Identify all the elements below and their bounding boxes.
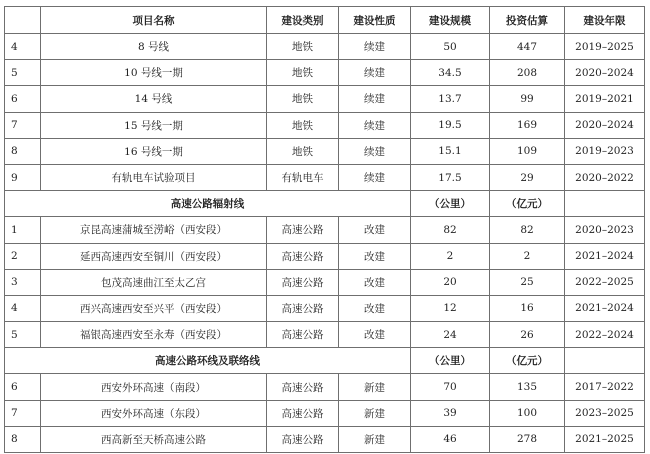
construction-category: 地铁 <box>267 112 339 138</box>
investment-estimate: 109 <box>490 138 565 164</box>
table-row <box>5 86 645 112</box>
construction-years: 2017–2022 <box>565 374 645 400</box>
investment-estimate: 29 <box>490 164 565 190</box>
row-number: 7 <box>5 112 41 138</box>
project-name: 京昆高速蒲城至涝峪（西安段） <box>41 217 267 243</box>
construction-years: 2019–2025 <box>565 34 645 60</box>
construction-scale: 12 <box>411 295 490 321</box>
investment-estimate: 99 <box>490 86 565 112</box>
row-number: 6 <box>5 86 41 112</box>
construction-category: 高速公路 <box>267 269 339 295</box>
table-row <box>5 112 645 138</box>
project-name: 有轨电车试验项目 <box>41 164 267 190</box>
construction-years: 2021–2024 <box>565 243 645 269</box>
ring-section-row <box>5 348 645 374</box>
ring-empty-cell <box>565 348 645 374</box>
construction-years: 2023–2025 <box>565 400 645 426</box>
row-number: 5 <box>5 60 41 86</box>
investment-estimate: 82 <box>490 217 565 243</box>
investment-estimate: 278 <box>490 426 565 452</box>
table-row <box>5 138 645 164</box>
construction-years: 2020–2024 <box>565 60 645 86</box>
construction-nature: 续建 <box>339 34 411 60</box>
investment-estimate: 25 <box>490 269 565 295</box>
construction-years: 2019–2021 <box>565 86 645 112</box>
header-years: 建设年限 <box>565 7 645 34</box>
project-table <box>4 6 645 453</box>
project-name: 15 号线一期 <box>41 112 267 138</box>
table-header-row <box>5 7 645 34</box>
construction-scale: 13.7 <box>411 86 490 112</box>
row-number: 7 <box>5 400 41 426</box>
construction-nature: 改建 <box>339 217 411 243</box>
project-name: 14 号线 <box>41 86 267 112</box>
construction-nature: 新建 <box>339 400 411 426</box>
ring-investment-unit: （亿元） <box>490 348 565 374</box>
project-name: 西兴高速西安至兴平（西安段） <box>41 295 267 321</box>
investment-estimate: 135 <box>490 374 565 400</box>
construction-category: 高速公路 <box>267 217 339 243</box>
project-name: 10 号线一期 <box>41 60 267 86</box>
table-row <box>5 34 645 60</box>
construction-nature: 新建 <box>339 426 411 452</box>
construction-scale: 34.5 <box>411 60 490 86</box>
project-name: 西安外环高速（南段） <box>41 374 267 400</box>
construction-scale: 50 <box>411 34 490 60</box>
project-name: 包茂高速曲江至太乙宫 <box>41 269 267 295</box>
table-row <box>5 374 645 400</box>
header-name: 项目名称 <box>41 7 267 34</box>
construction-nature: 改建 <box>339 295 411 321</box>
construction-scale: 15.1 <box>411 138 490 164</box>
construction-category: 高速公路 <box>267 426 339 452</box>
construction-years: 2020–2024 <box>565 112 645 138</box>
construction-years: 2019–2023 <box>565 138 645 164</box>
construction-scale: 82 <box>411 217 490 243</box>
project-name: 福银高速西安至永寿（西安段） <box>41 322 267 348</box>
construction-category: 高速公路 <box>267 243 339 269</box>
investment-estimate: 2 <box>490 243 565 269</box>
row-number: 6 <box>5 374 41 400</box>
construction-category: 高速公路 <box>267 295 339 321</box>
construction-nature: 续建 <box>339 60 411 86</box>
construction-years: 2022–2025 <box>565 269 645 295</box>
header-scale: 建设规模 <box>411 7 490 34</box>
construction-scale: 20 <box>411 269 490 295</box>
ring-scale-unit: （公里） <box>411 348 490 374</box>
construction-years: 2020–2022 <box>565 164 645 190</box>
radial-scale-unit: （公里） <box>411 191 490 217</box>
construction-years: 2021–2024 <box>565 295 645 321</box>
construction-scale: 70 <box>411 374 490 400</box>
table-row <box>5 243 645 269</box>
construction-category: 地铁 <box>267 86 339 112</box>
construction-category: 高速公路 <box>267 374 339 400</box>
radial-investment-unit: （亿元） <box>490 191 565 217</box>
construction-category: 高速公路 <box>267 322 339 348</box>
header-category: 建设类别 <box>267 7 339 34</box>
table-row <box>5 269 645 295</box>
investment-estimate: 16 <box>490 295 565 321</box>
table-row <box>5 217 645 243</box>
table-row <box>5 426 645 452</box>
investment-estimate: 169 <box>490 112 565 138</box>
row-number: 5 <box>5 322 41 348</box>
row-number: 8 <box>5 426 41 452</box>
construction-scale: 17.5 <box>411 164 490 190</box>
construction-nature: 续建 <box>339 112 411 138</box>
project-name: 16 号线一期 <box>41 138 267 164</box>
table-row <box>5 164 645 190</box>
construction-nature: 续建 <box>339 164 411 190</box>
project-name: 8 号线 <box>41 34 267 60</box>
construction-nature: 续建 <box>339 138 411 164</box>
radial-empty-cell <box>565 191 645 217</box>
table-row <box>5 400 645 426</box>
row-number: 2 <box>5 243 41 269</box>
table-row <box>5 60 645 86</box>
construction-years: 2021–2025 <box>565 426 645 452</box>
row-number: 1 <box>5 217 41 243</box>
construction-scale: 39 <box>411 400 490 426</box>
row-number: 4 <box>5 34 41 60</box>
row-number: 8 <box>5 138 41 164</box>
construction-nature: 续建 <box>339 86 411 112</box>
header-investment: 投资估算 <box>490 7 565 34</box>
project-table-body <box>5 7 645 453</box>
row-number: 4 <box>5 295 41 321</box>
construction-category: 地铁 <box>267 138 339 164</box>
construction-category: 高速公路 <box>267 400 339 426</box>
construction-category: 有轨电车 <box>267 164 339 190</box>
table-row <box>5 322 645 348</box>
project-name: 西安外环高速（东段） <box>41 400 267 426</box>
investment-estimate: 26 <box>490 322 565 348</box>
investment-estimate: 100 <box>490 400 565 426</box>
investment-estimate: 447 <box>490 34 565 60</box>
construction-nature: 改建 <box>339 269 411 295</box>
radial-section-row <box>5 191 645 217</box>
row-number: 9 <box>5 164 41 190</box>
construction-scale: 24 <box>411 322 490 348</box>
construction-years: 2022–2024 <box>565 322 645 348</box>
investment-estimate: 208 <box>490 60 565 86</box>
project-name: 延西高速西安至铜川（西安段） <box>41 243 267 269</box>
construction-scale: 2 <box>411 243 490 269</box>
row-number: 3 <box>5 269 41 295</box>
construction-scale: 19.5 <box>411 112 490 138</box>
construction-scale: 46 <box>411 426 490 452</box>
table-row <box>5 295 645 321</box>
header-nature: 建设性质 <box>339 7 411 34</box>
radial-section-title: 高速公路辐射线 <box>5 191 411 217</box>
construction-nature: 改建 <box>339 243 411 269</box>
construction-years: 2020–2023 <box>565 217 645 243</box>
project-name: 西高新至天桥高速公路 <box>41 426 267 452</box>
construction-category: 地铁 <box>267 60 339 86</box>
construction-category: 地铁 <box>267 34 339 60</box>
header-number-cell <box>5 7 41 34</box>
construction-nature: 改建 <box>339 322 411 348</box>
construction-nature: 新建 <box>339 374 411 400</box>
ring-section-title: 高速公路环线及联络线 <box>5 348 411 374</box>
